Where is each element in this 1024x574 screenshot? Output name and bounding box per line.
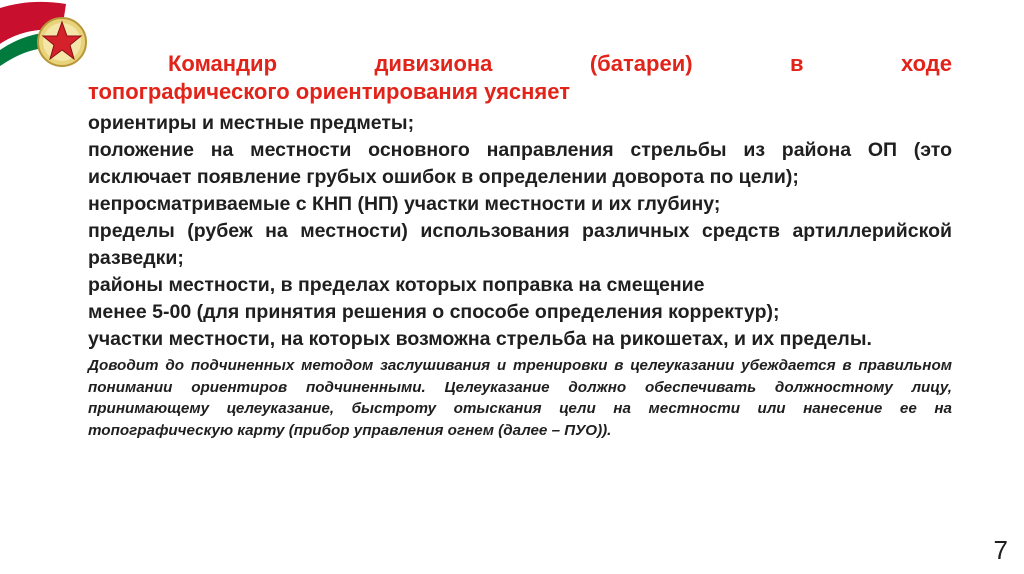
list-item: положение на местности основного направления стрельбы из района ОП (это исключает появление грубых ошибок в определении доворота по цели); <box>88 139 952 188</box>
title-word: Командир <box>168 51 278 76</box>
list-item: пределы (рубеж на местности) использования различных средств артиллерийской разведки; <box>88 220 952 269</box>
title-word: дивизиона <box>374 51 493 76</box>
list-item: непросматриваемые с КНП (НП) участки местности и их глубину; <box>88 193 721 215</box>
list-item: участки местности, на которых возможна стрельба на рикошетах, и их пределы. <box>88 328 872 350</box>
title-line-2: топографического ориентирования уясняет <box>88 79 570 104</box>
list-item: ориентиры и местные предметы; <box>88 112 415 134</box>
note-paragraph: Доводит до подчиненных методом заслушивания и тренировки в целеуказании убеждается в правильном понимании ориентиров подчиненными. Целеуказание должно обеспечивать должностному лицу, принимающему целеуказание, быстроту отыскания цели на местности или нанесение ее на топографическую карту (прибор управления огнем (далее – ПУО)). <box>88 357 952 439</box>
list-item: менее 5-00 (для принятия решения о способе определения корректур); <box>88 301 780 323</box>
page-number: 7 <box>993 535 1008 565</box>
title-line-1 <box>88 50 952 78</box>
title-word: (батареи) <box>589 51 693 76</box>
list-item: районы местности, в пределах которых поправка на смещение <box>88 274 705 296</box>
content <box>88 50 952 441</box>
title-word: ходе <box>900 51 952 76</box>
items-list <box>88 110 952 353</box>
title-word: в <box>789 51 804 76</box>
